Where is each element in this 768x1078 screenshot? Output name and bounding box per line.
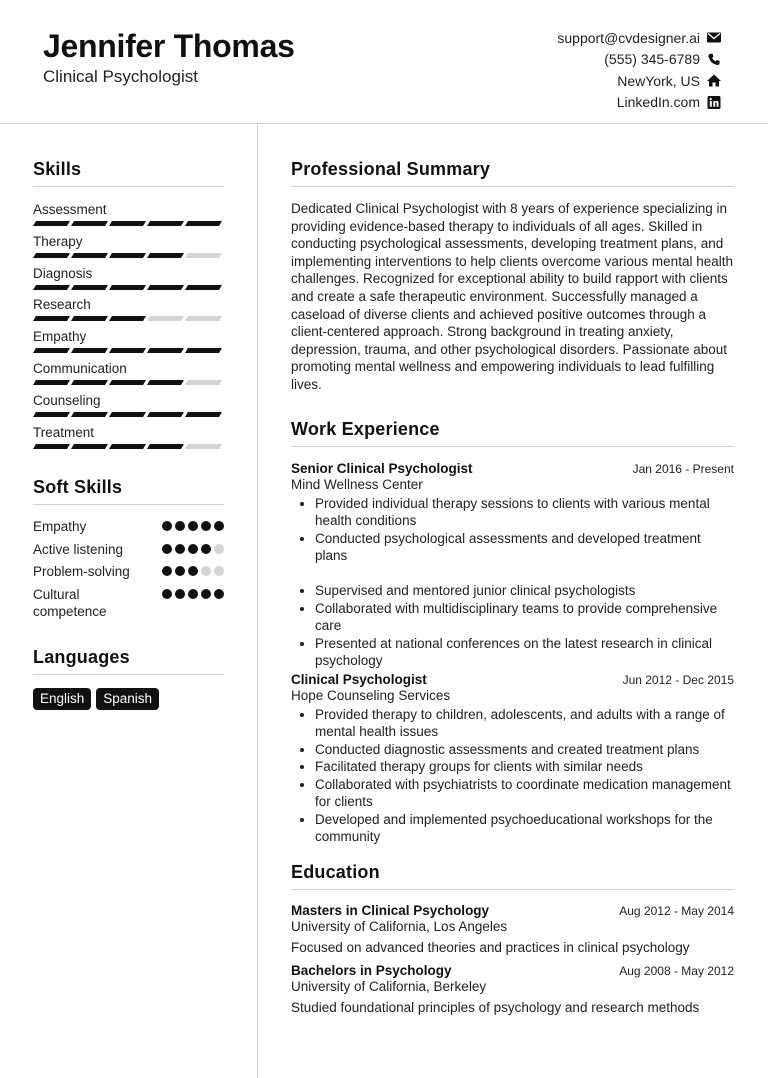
skill-name: Empathy xyxy=(33,329,87,345)
rating-dot-filled xyxy=(162,544,172,554)
skill-segments xyxy=(33,444,222,449)
skill-segments xyxy=(33,285,222,290)
rating-dot-empty xyxy=(214,566,224,576)
contact-location xyxy=(557,70,721,92)
skill-segment-filled xyxy=(71,316,108,321)
skill-name: Therapy xyxy=(33,233,83,249)
skill-segment-filled xyxy=(109,253,146,258)
education-description: Focused on advanced theories and practices in clinical psychology xyxy=(291,939,690,955)
job-bullets xyxy=(291,706,734,846)
languages-section xyxy=(33,647,224,710)
skill-segment-filled xyxy=(185,285,222,290)
soft-skill-rating xyxy=(162,541,224,554)
soft-skill-rating xyxy=(162,518,224,531)
skill-name: Research xyxy=(33,297,91,313)
languages-heading: Languages xyxy=(33,647,224,675)
skill-segment-filled xyxy=(185,412,222,417)
skill-segment-filled xyxy=(33,316,70,321)
skill-level-bar xyxy=(33,444,222,449)
skill-name: Counseling xyxy=(33,392,101,408)
skill-segment-filled xyxy=(71,221,108,226)
education-entry xyxy=(291,903,734,955)
soft-skill-name: Problem-solving xyxy=(33,564,130,580)
education-entry xyxy=(291,963,734,1015)
skill-segment-filled xyxy=(147,253,184,258)
skill-segment-filled xyxy=(33,412,70,417)
soft-skill-item xyxy=(33,586,224,621)
language-badge: Spanish xyxy=(96,688,159,710)
skill-segment-filled xyxy=(185,348,222,353)
job-bullet: • Conducted psychological assessments and developed treatment plans xyxy=(315,530,734,565)
skills-section xyxy=(33,159,224,455)
skill-level-bar xyxy=(33,316,222,321)
skills-heading: Skills xyxy=(33,159,224,187)
skill-segments xyxy=(33,380,222,385)
education-section xyxy=(291,862,734,1015)
skill-level-bar xyxy=(33,380,222,385)
education-dates: Aug 2012 - May 2014 xyxy=(619,903,734,918)
skill-item xyxy=(33,328,224,360)
main-content xyxy=(291,124,734,1015)
rating-dot-filled xyxy=(162,566,172,576)
education-heading: Education xyxy=(291,862,734,890)
job-bullet: • Presented at national conferences on the latest research in clinical psychology xyxy=(315,635,734,670)
job-bullet: • Conducted diagnostic assessments and created treatment plans xyxy=(315,741,734,759)
job-bullet: • Provided individual therapy sessions to clients with various mental health conditions xyxy=(315,495,734,530)
skill-segment-filled xyxy=(109,316,146,321)
skill-segment-filled xyxy=(109,348,146,353)
skill-segment-empty xyxy=(185,253,222,258)
skill-level-bar xyxy=(33,253,222,258)
rating-dot-filled xyxy=(162,521,172,531)
skill-item xyxy=(33,233,224,265)
skill-segment-filled xyxy=(147,380,184,385)
skill-segment-filled xyxy=(71,253,108,258)
skill-segment-filled xyxy=(147,444,184,449)
skill-item xyxy=(33,296,224,328)
education-degree: Masters in Clinical Psychology xyxy=(291,902,490,918)
job-title: Clinical Psychologist xyxy=(291,671,427,687)
home-icon xyxy=(706,74,721,88)
candidate-name: Jennifer Thomas xyxy=(43,28,295,64)
rating-dot-filled xyxy=(175,544,185,554)
job-dates: Jun 2012 - Dec 2015 xyxy=(622,672,734,687)
skill-name: Diagnosis xyxy=(33,265,93,281)
skill-segment-filled xyxy=(109,380,146,385)
contact-email[interactable] xyxy=(557,27,721,49)
languages-list xyxy=(33,688,224,710)
contact-location-text: NewYork, US xyxy=(617,72,700,89)
skill-segment-filled xyxy=(71,348,108,353)
contact-email-text: support@cvdesigner.ai xyxy=(557,29,700,46)
contact-phone-text: (555) 345-6789 xyxy=(604,51,700,68)
skill-segment-filled xyxy=(109,285,146,290)
job-entry xyxy=(291,461,734,670)
contact-phone[interactable] xyxy=(557,49,721,71)
summary-section xyxy=(291,159,734,394)
skill-segment-filled xyxy=(147,412,184,417)
skill-segment-filled xyxy=(109,412,146,417)
rating-dot-filled xyxy=(201,521,211,531)
job-bullets xyxy=(291,495,734,670)
skill-segment-empty xyxy=(185,316,222,321)
rating-dot-filled xyxy=(188,544,198,554)
skill-level-bar xyxy=(33,221,222,226)
skill-name: Assessment xyxy=(33,202,107,217)
skill-segment-filled xyxy=(33,285,70,290)
skill-item xyxy=(33,392,224,424)
skill-segments xyxy=(33,412,222,417)
skill-item xyxy=(33,201,224,233)
skill-segments xyxy=(33,348,222,353)
rating-dot-filled xyxy=(175,521,185,531)
skill-segment-filled xyxy=(71,412,108,417)
soft-skills-section xyxy=(33,477,224,621)
skill-segment-filled xyxy=(185,221,222,226)
job-bullet: • Collaborated with multidisciplinary teams to provide comprehensive care xyxy=(315,600,734,635)
column-divider xyxy=(257,124,258,1078)
skill-level-bar xyxy=(33,285,222,290)
skill-segment-empty xyxy=(147,316,184,321)
contact-linkedin[interactable] xyxy=(557,92,721,114)
rating-dot-filled xyxy=(188,566,198,576)
soft-skills-list xyxy=(33,518,224,621)
rating-dot-empty xyxy=(214,544,224,554)
education-school: University of California, Berkeley xyxy=(291,978,487,994)
skill-segment-filled xyxy=(33,253,70,258)
linkedin-icon xyxy=(706,95,721,109)
soft-skill-rating xyxy=(162,586,224,599)
education-description: Studied foundational principles of psychology and research methods xyxy=(291,999,700,1015)
skill-segment-filled xyxy=(147,221,184,226)
education-school: University of California, Los Angeles xyxy=(291,918,508,934)
work-heading: Work Experience xyxy=(291,419,734,447)
skill-segment-filled xyxy=(147,348,184,353)
job-company: Mind Wellness Center xyxy=(291,476,423,492)
job-bullet: • Developed and implemented psychoeducational workshops for the community xyxy=(315,811,734,846)
rating-dot-filled xyxy=(162,589,172,599)
skill-level-bar xyxy=(33,412,222,417)
contact-linkedin-text: LinkedIn.com xyxy=(616,94,700,111)
soft-skills-heading: Soft Skills xyxy=(33,477,224,505)
skill-segment-filled xyxy=(147,285,184,290)
skill-segment-filled xyxy=(71,380,108,385)
skill-segments xyxy=(33,221,222,226)
rating-dot-filled xyxy=(201,544,211,554)
skill-segment-empty xyxy=(185,444,222,449)
contact-list xyxy=(557,27,721,113)
skill-segment-filled xyxy=(33,444,70,449)
soft-skill-name: Empathy xyxy=(33,519,87,535)
soft-skill-item xyxy=(33,563,224,581)
phone-icon xyxy=(706,52,721,66)
education-dates: Aug 2008 - May 2012 xyxy=(619,963,734,978)
soft-skill-name: Active listening xyxy=(33,541,124,557)
skill-item xyxy=(33,265,224,297)
skill-segment-filled xyxy=(109,444,146,449)
rating-dot-empty xyxy=(201,566,211,576)
job-company: Hope Counseling Services xyxy=(291,687,451,703)
rating-dot-filled xyxy=(214,521,224,531)
job-entry xyxy=(291,672,734,846)
skill-segment-filled xyxy=(71,444,108,449)
job-bullet: • Facilitated therapy groups for clients with similar needs xyxy=(315,758,734,776)
rating-dot-filled xyxy=(188,589,198,599)
resume-header xyxy=(0,0,768,124)
rating-dot-filled xyxy=(175,589,185,599)
skill-segment-filled xyxy=(109,221,146,226)
skill-name: Communication xyxy=(33,360,127,376)
job-bullet: • Supervised and mentored junior clinical psychologists xyxy=(315,582,734,600)
job-bullet: • Provided therapy to children, adolescents, and adults with a range of mental health issues xyxy=(315,706,734,741)
skill-item xyxy=(33,360,224,392)
work-section xyxy=(291,419,734,846)
skill-level-bar xyxy=(33,348,222,353)
rating-dot-filled xyxy=(201,589,211,599)
job-title: Senior Clinical Psychologist xyxy=(291,460,473,476)
skill-item xyxy=(33,424,224,456)
rating-dot-filled xyxy=(175,566,185,576)
rating-dot-filled xyxy=(214,589,224,599)
soft-skill-name: Cultural competence xyxy=(33,586,107,620)
summary-heading: Professional Summary xyxy=(291,159,734,187)
soft-skill-item xyxy=(33,518,224,536)
skill-segment-filled xyxy=(33,380,70,385)
skill-segments xyxy=(33,316,222,321)
skill-segments xyxy=(33,253,222,258)
candidate-title: Clinical Psychologist xyxy=(43,67,198,86)
skill-name: Treatment xyxy=(33,424,95,440)
soft-skill-item xyxy=(33,541,224,559)
language-badge: English xyxy=(33,688,91,710)
skill-segment-empty xyxy=(185,380,222,385)
soft-skill-rating xyxy=(162,563,224,576)
job-dates: Jan 2016 - Present xyxy=(632,461,734,476)
skill-segment-filled xyxy=(71,285,108,290)
envelope-icon xyxy=(706,31,721,45)
job-bullet: • Collaborated with psychiatrists to coordinate medication management for clients xyxy=(315,776,734,811)
skill-segment-filled xyxy=(33,348,70,353)
skills-list xyxy=(33,201,224,455)
sidebar xyxy=(33,124,224,710)
skill-segment-filled xyxy=(33,221,70,226)
education-degree: Bachelors in Psychology xyxy=(291,962,452,978)
rating-dot-filled xyxy=(188,521,198,531)
summary-text: Dedicated Clinical Psychologist with 8 years of experience specializing in providing evidence-based therapy to individuals of all ages. Skilled in conducting psychological assessments, developing treatment plans, and implementing interventions to help clients overcome various mental health challenges. Recognized for exceptional ability to build rapport with clients and create a safe therapeutic environment. Successfully managed a caseload of diverse clients and achieved positive outcomes through a client-centered approach. Strong background in treating anxiety, depression, trauma, and other psychological disorders. Passionate about promoting mental wellness and empowering individuals to lead fulfilling lives. xyxy=(291,201,733,392)
